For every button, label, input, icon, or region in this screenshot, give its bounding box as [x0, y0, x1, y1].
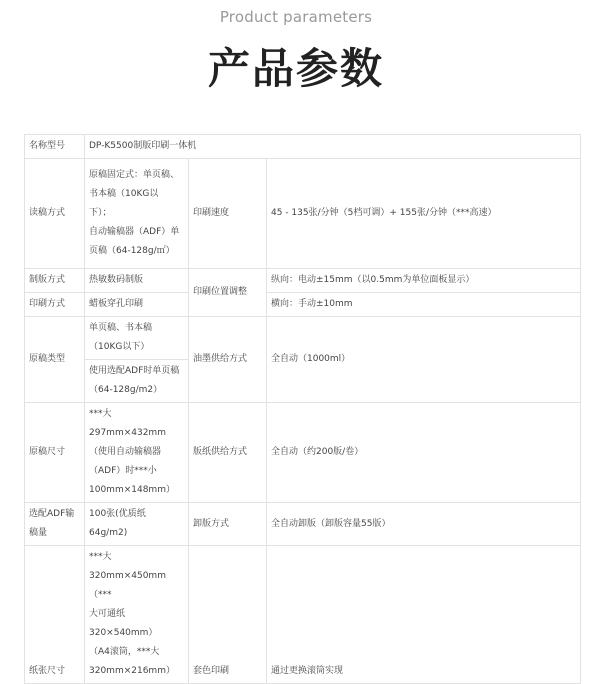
color-print-label: 套色印刷	[189, 546, 267, 684]
vertical-adjust-value: 纵向：电动±15mm（以0.5mm为单位面板显示）	[267, 269, 581, 293]
adf-capacity-value: 100张(优质纸 64g/m2)	[85, 503, 189, 546]
print-position-label: 印刷位置调整	[189, 269, 267, 317]
table-row	[25, 317, 581, 360]
original-type-value: 单页稿、书本稿 （10KG以下）	[85, 317, 189, 360]
original-size-label: 原稿尺寸	[25, 403, 85, 503]
table-row	[25, 135, 581, 159]
section-subtitle: Product parameters	[219, 8, 373, 26]
ink-supply-label: 油墨供给方式	[189, 317, 267, 403]
ink-supply-value: 全自动（1000ml）	[267, 317, 581, 403]
master-supply-value: 全自动（约200版/卷）	[267, 403, 581, 503]
master-supply-label: 版纸供给方式	[189, 403, 267, 503]
unload-method-label: 卸版方式	[189, 503, 267, 546]
page-title: 产品参数	[207, 44, 384, 93]
table-row	[25, 546, 581, 684]
print-method-value: 蜡板穿孔印刷	[85, 293, 189, 317]
table-row	[25, 269, 581, 293]
parameters-table	[24, 134, 581, 684]
print-method-label: 印刷方式	[25, 293, 85, 317]
scan-method-label: 读稿方式	[25, 159, 85, 269]
table-row	[25, 403, 581, 503]
plate-method-label: 制版方式	[25, 269, 85, 293]
adf-capacity-label: 选配ADF输稿量	[25, 503, 85, 546]
model-value: DP-K5500制版印刷一体机	[85, 135, 581, 159]
horizontal-adjust-value: 横向：手动±10mm	[267, 293, 581, 317]
color-print-value: 通过更换滚筒实现	[267, 546, 581, 684]
scan-method-value: 原稿固定式：单页稿、 书本稿（10KG以 下）； 自动输稿器（ADF）单 页稿（64-128g/㎡）	[85, 159, 189, 269]
paper-size-value: ***大 320mm×450mm（*** 大可通纸 320×540mm） （A4滚筒，***大 320mm×216mm）	[85, 546, 189, 684]
print-speed-label: 印刷速度	[189, 159, 267, 269]
model-label: 名称型号	[25, 135, 85, 159]
original-type-adf-value: 使用选配ADF时单页稿 （64-128g/m2）	[85, 360, 189, 403]
plate-method-value: 热敏数码制版	[85, 269, 189, 293]
print-speed-value: 45 - 135张/分钟（5档可调）+ 155张/分钟（***高速）	[267, 159, 581, 269]
table-row	[25, 293, 581, 317]
paper-size-label: 纸张尺寸	[25, 546, 85, 684]
original-type-label: 原稿类型	[25, 317, 85, 403]
table-row	[25, 159, 581, 269]
table-row	[25, 503, 581, 546]
original-size-value: ***大297mm×432mm （使用自动输稿器 （ADF）时***小 100mm×148mm）	[85, 403, 189, 503]
unload-method-value: 全自动卸版（卸版容量55版）	[267, 503, 581, 546]
